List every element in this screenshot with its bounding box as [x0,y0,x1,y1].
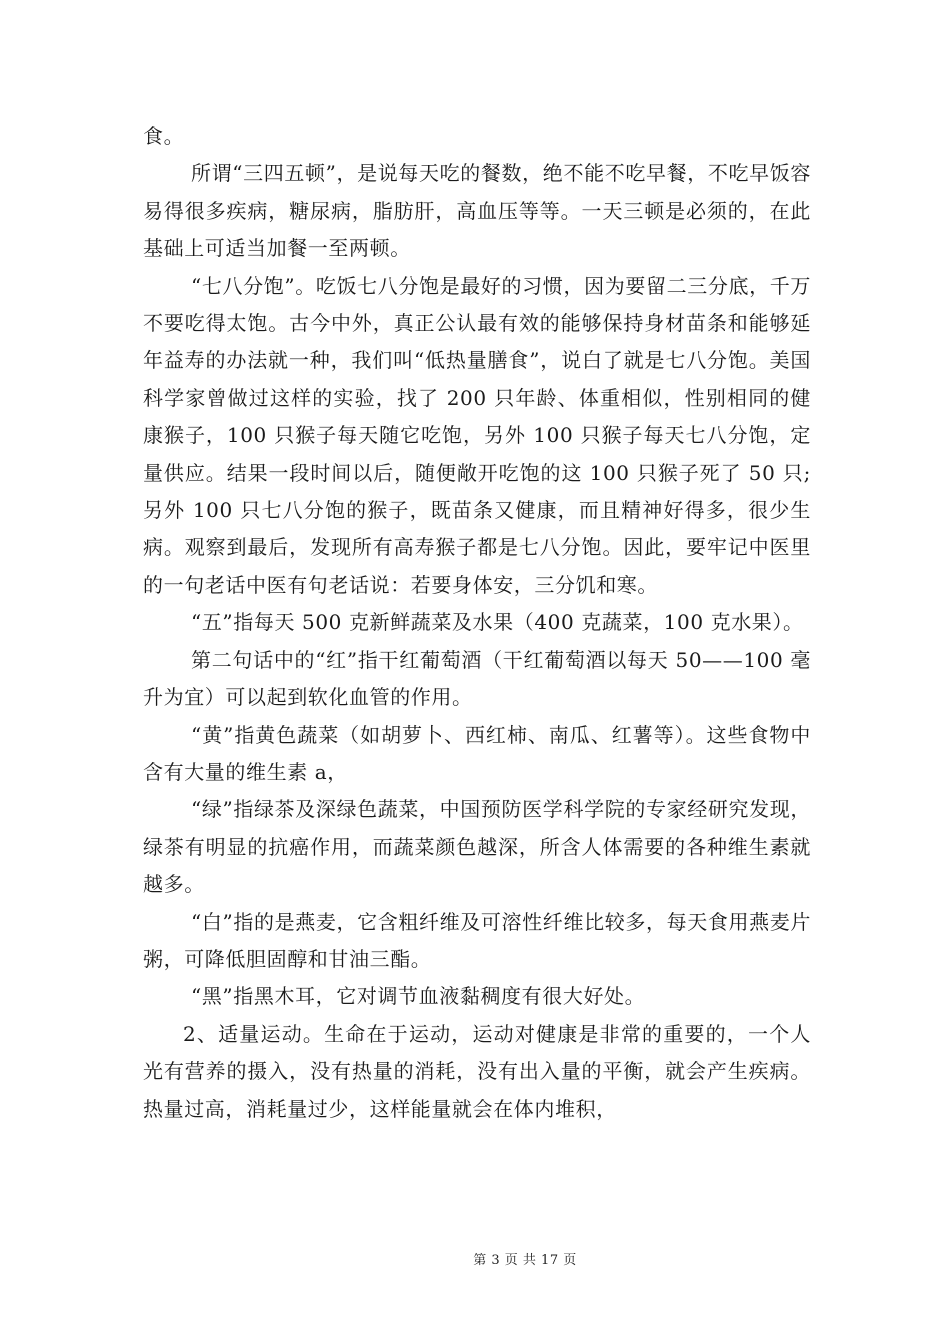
paragraph-seventy-percent-full: “七八分饱”。吃饭七八分饱是最好的习惯，因为要留二三分底，千万不要吃得太饱。古今中外，真正公认最有效的能够保持身材苗条和能够延年益寿的办法就一种，我们叫“低热量膳食”，说白了就是七八分饱。美国科学家曾做过这样的实验，找了 200 只年龄、体重相似，性别相同的健康猴子，100 只猴子每天随它吃饱，另外 100 只猴子每天七八分饱，定量供应。结果一段时间以后，随便敞开吃饱的这 100 只猴子死了 50 只;另外 100 只七八分饱的猴子，既苗条又健康，而且精神好得多，很少生病。观察到最后，发现所有高寿猴子都是七八分饱。因此，要牢记中医里的一句老话中医有句老话说：若要身体安，三分饥和寒。 [143,273,811,597]
page-number-footer: 第 3 页 共 17 页 [473,1253,577,1268]
paragraph-green: “绿”指绿茶及深绿色蔬菜，中国预防医学科学院的专家经研究发现，绿茶有明显的抗癌作用，而蔬菜颜色越深，所含人体需要的各种维生素就越多。 [143,797,811,897]
paragraph-continuation: 食。 [143,124,185,148]
paragraph-five: “五”指每天 500 克新鲜蔬菜及水果（400 克蔬菜，100 克水果）。 [191,610,804,635]
paragraph-exercise: 2、适量运动。生命在于运动，运动对健康是非常的重要的，一个人光有营养的摄入，没有热量的消耗，没有出入量的平衡，就会产生疾病。热量过高，消耗量过少，这样能量就会在体内堆积， [143,1021,811,1121]
paragraph-red: 第二句话中的“红”指干红葡萄酒（干红葡萄酒以每天 50——100 毫升为宜）可以起到软化血管的作用。 [143,647,811,710]
paragraph-meal-count: 所谓“三四五顿”，是说每天吃的餐数，绝不能不吃早餐，不吃早饭容易得很多疾病，糖尿病，脂肪肝，高血压等等。一天三顿是必须的，在此基础上可适当加餐一至两顿。 [143,161,811,261]
paragraph-yellow: “黄”指黄色蔬菜（如胡萝卜、西红柿、南瓜、红薯等）。这些食物中含有大量的维生素 a， [143,722,811,784]
paragraph-black: “黑”指黑木耳，它对调节血液黏稠度有很大好处。 [191,984,646,1009]
paragraph-white: “白”指的是燕麦，它含粗纤维及可溶性纤维比较多，每天食用燕麦片粥，可降低胆固醇和甘油三酯。 [143,909,811,971]
document-body [143,118,811,1128]
